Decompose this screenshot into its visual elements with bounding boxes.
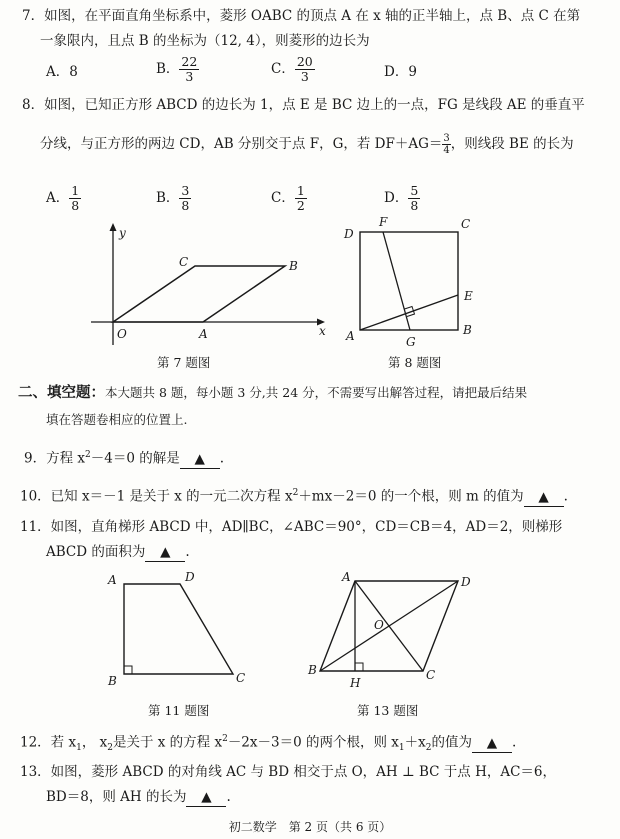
fig13-label-o: O (374, 618, 384, 632)
fig7-caption: 第 7 题图 (157, 355, 211, 370)
q7-line2: 一象限内，且点 B 的坐标为（12, 4），则菱形的边长为 (40, 33, 370, 49)
q8-option-c-fraction: $\frac{1}{2}$ (296, 183, 305, 213)
fig8-label-b: B (463, 323, 472, 337)
segment-fg (383, 232, 410, 330)
q8-option-c: C． $\frac{1}{2}$ (271, 183, 305, 213)
section2-desc2: 填在答题卷相应的位置上. (46, 412, 188, 427)
q7-option-c: C． $\frac{20}{3}$ (271, 54, 313, 84)
q7-option-b: B． $\frac{22}{3}$ (156, 54, 198, 84)
q8-option-a-fraction: $\frac{1}{8}$ (71, 183, 80, 213)
q7-option-a: A．8 (46, 64, 78, 80)
fig13-label-c: C (426, 668, 436, 682)
fig7-label-a: A (199, 327, 208, 341)
fig8-label-d: D (344, 227, 354, 241)
fig7-label-c: C (179, 255, 189, 269)
figure-13 (300, 565, 480, 695)
q11-line1: 11．如图，直角梯形 ABCD 中，AD∥BC，∠ABC＝90°，CD＝CB＝4，AD＝2，则梯形 (20, 519, 563, 535)
page-footer: 初二数学 第 2 页（共 6 页） (228, 820, 392, 834)
figure-7 (85, 220, 345, 350)
fig11-caption: 第 11 题图 (148, 703, 210, 718)
figure-8 (340, 212, 490, 352)
q12: 12．若 $x_1$， $x_2$是关于 x 的方程 $x^2-2x-3=0$ 的两个根，则 $x_1+x_2$的值为 ▲ . (20, 734, 517, 754)
fig7-label-o: O (117, 327, 127, 341)
diagonal-bd (320, 581, 458, 671)
fig8-label-g: G (406, 335, 416, 349)
q10: 10．已知 x＝－1 是关于 x 的一元二次方程 $x^2+mx-2=0$ 的一个根，则 m 的值为 ▲ . (20, 488, 568, 505)
q13-line1: 13．如图，菱形 ABCD 的对角线 AC 与 BD 相交于点 O，AH ⊥ BC 于点 H，AC＝6， (20, 764, 557, 780)
q8-option-a: A． $\frac{1}{8}$ (46, 183, 80, 213)
q8-option-b: B． $\frac{3}{8}$ (156, 183, 190, 213)
fig8-label-a: A (346, 329, 355, 343)
rhombus-oabc (113, 266, 285, 322)
q10-answer-blank: ▲ (524, 488, 564, 507)
q8-line2: 分线，与正方形的两边 CD，AB 分别交于点 F，G，若 DF＋AG＝ $\frac{3}{4}$ ，则线段 BE 的长为 (40, 133, 574, 156)
fig8-label-f: F (379, 215, 388, 229)
fig13-label-h: H (350, 676, 361, 690)
q13-answer-blank: ▲ (186, 788, 226, 807)
y-axis-arrow (110, 223, 117, 231)
q12-answer-blank: ▲ (472, 734, 512, 753)
q7-option-d: D．9 (384, 64, 417, 80)
q7-option-b-fraction: $\frac{22}{3}$ (181, 54, 198, 84)
fig7-label-y: y (119, 226, 126, 240)
fig7-label-x: x (319, 324, 326, 338)
fig11-label-a: A (108, 573, 117, 587)
fig13-caption: 第 13 题图 (357, 703, 419, 718)
figure-11 (100, 568, 260, 694)
fig8-caption: 第 8 题图 (388, 355, 442, 370)
trapezoid-abcd (124, 584, 233, 674)
right-angle-mark-b (124, 666, 132, 674)
q8-option-b-fraction: $\frac{3}{8}$ (181, 183, 190, 213)
q8-line1: 8．如图，已知正方形 ABCD 的边长为 1，点 E 是 BC 边上的一点，FG 是线段 AE 的垂直平 (22, 97, 585, 113)
q8-option-d: D． $\frac{5}{8}$ (384, 183, 419, 213)
q8-option-d-fraction: $\frac{5}{8}$ (410, 183, 419, 213)
fig11-label-c: C (236, 671, 246, 685)
q11-answer-blank: ▲ (145, 543, 185, 562)
q9-answer-blank: ▲ (180, 450, 220, 469)
q7-line1: 7．如图，在平面直角坐标系中，菱形 OABC 的顶点 A 在 x 轴的正半轴上，点 B、点 C 在第 (22, 8, 581, 24)
fig8-label-c: C (461, 217, 471, 231)
fig11-label-b: B (108, 674, 117, 688)
q7-option-c-fraction: $\frac{20}{3}$ (296, 54, 313, 84)
square-abcd (360, 232, 458, 330)
fig7-label-b: B (289, 259, 298, 273)
fig11-label-d: D (185, 570, 195, 584)
q9: 9．方程 $x^2-4=0$ 的解是 ▲ . (24, 450, 225, 467)
right-angle-mark-h (355, 663, 363, 671)
fig13-label-d: D (461, 575, 471, 589)
q13-line2: BD＝8，则 AH 的长为 ▲ . (46, 789, 231, 805)
fig13-label-a: A (342, 570, 351, 584)
fig8-label-e: E (464, 289, 473, 303)
q11-line2: ABCD 的面积为 ▲ . (46, 544, 190, 560)
section2-heading: 二、填空题：本大题共 8 题，每小题 3 分,共 24 分，不需要写出解答过程，请把最后结果 (18, 384, 528, 401)
q8-condition-fraction: $\frac{3}{4}$ (443, 133, 450, 156)
fig13-label-b: B (308, 663, 317, 677)
